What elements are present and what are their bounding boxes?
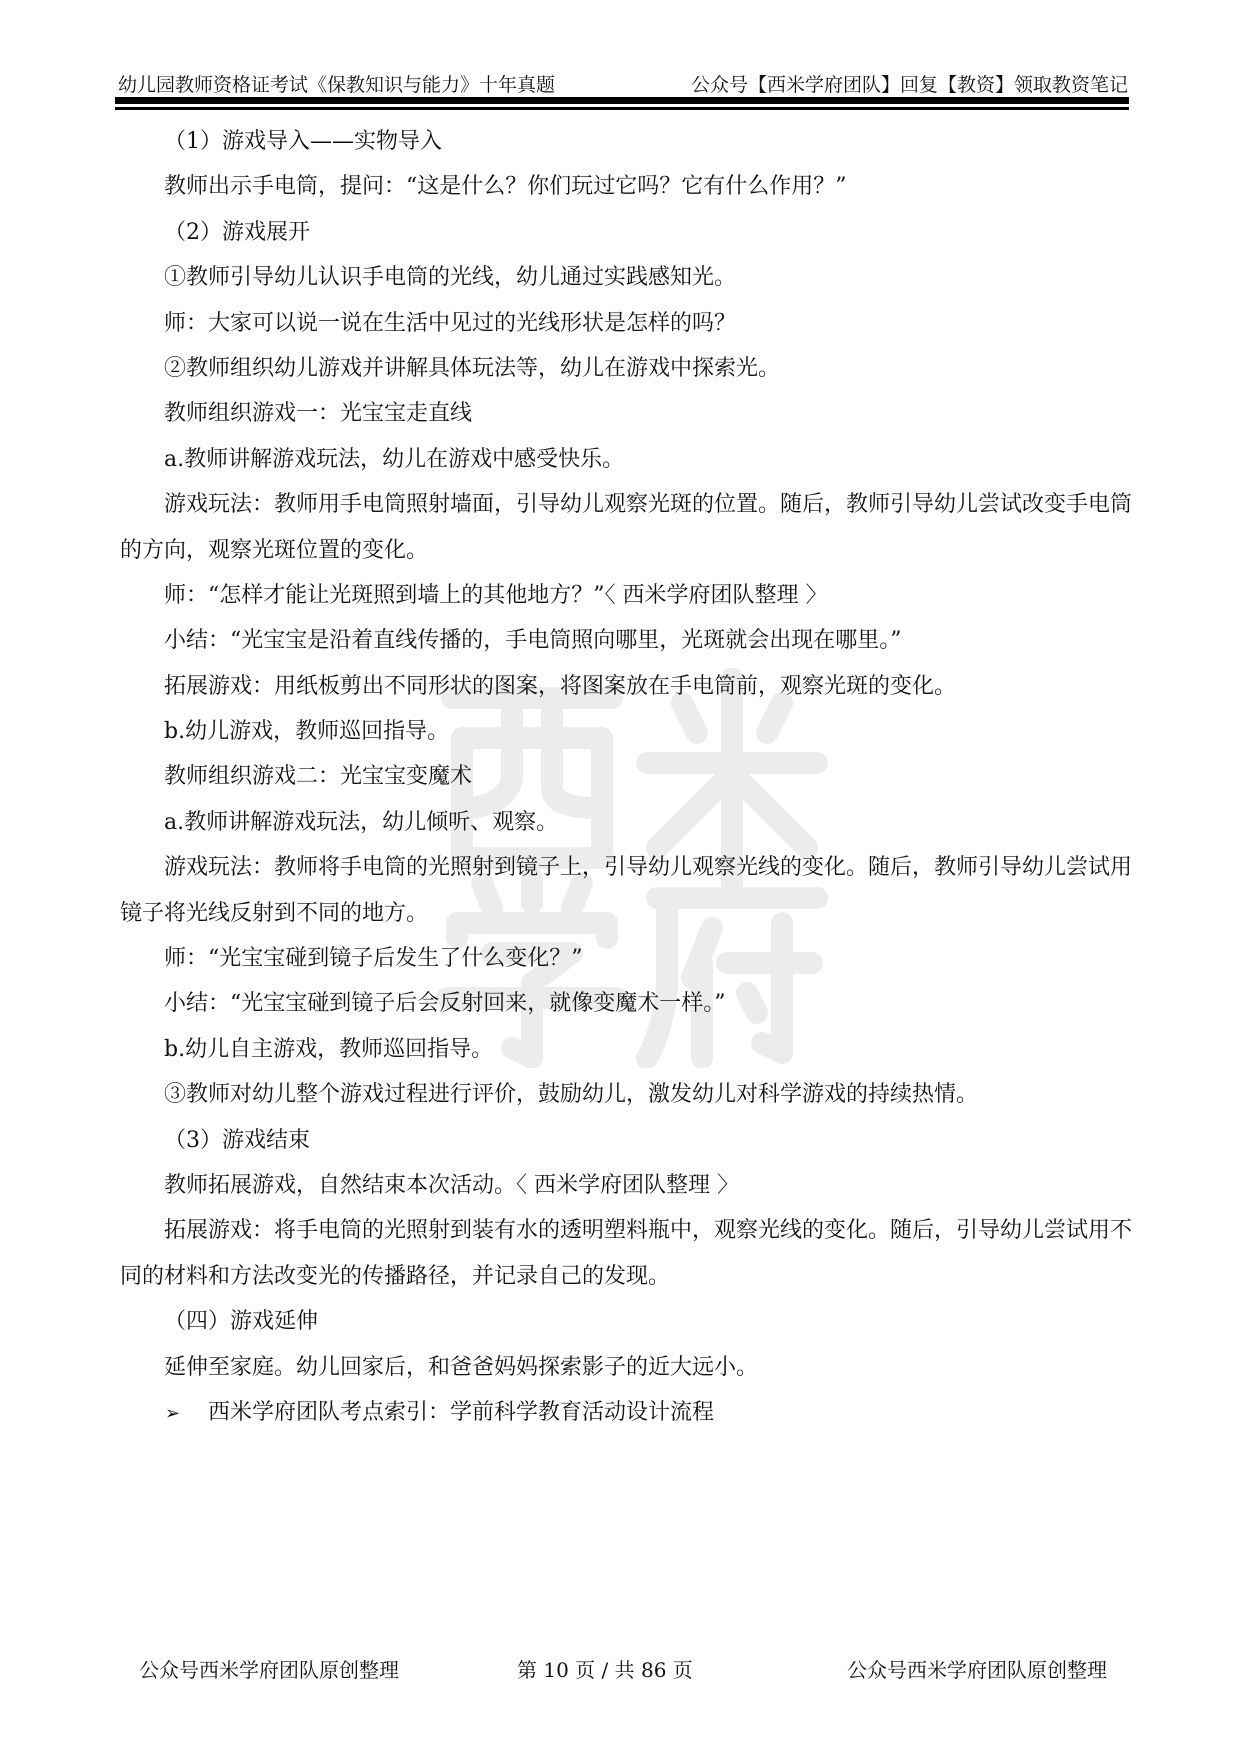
header-promo-text: 公众号【西米学府团队】回复【教资】领取教资笔记 — [690, 74, 1128, 96]
key-point-text: 西米学府团队考点索引：学前科学教育活动设计流程 — [208, 1399, 715, 1425]
paragraph: 师：大家可以说一说在生活中见过的光线形状是怎样的吗？ — [164, 310, 737, 336]
paragraph: 游戏玩法：教师将手电筒的光照射到镜子上，引导幼儿观察光线的变化。随后，教师引导幼儿尝试用 — [164, 855, 1133, 881]
paragraph-continuation: 镜子将光线反射到不同的地方。 — [120, 900, 429, 926]
paragraph-continuation: 的方向，观察光斑位置的变化。 — [120, 537, 429, 563]
header-rule-thin — [115, 107, 1129, 110]
paragraph: a.教师讲解游戏玩法，幼儿在游戏中感受快乐。 — [164, 446, 625, 472]
section-heading: （3）游戏结束 — [164, 1127, 310, 1153]
section-heading: （四）游戏延伸 — [164, 1309, 319, 1335]
paragraph: 小结：“光宝宝是沿着直线传播的，手电筒照向哪里，光斑就会出现在哪里。” — [164, 628, 902, 654]
paragraph: 小结：“光宝宝碰到镜子后会反射回来，就像变魔术一样。” — [164, 991, 726, 1017]
section-heading: （1）游戏导入——实物导入 — [164, 129, 442, 154]
paragraph: b.幼儿自主游戏，教师巡回指导。 — [164, 1036, 494, 1062]
paragraph: 教师出示手电筒，提问：“这是什么？你们玩过它吗？它有什么作用？” — [164, 174, 847, 200]
header-document-title: 幼儿园教师资格证考试《保教知识与能力》十年真题 — [118, 74, 556, 96]
key-point-index — [120, 1390, 1122, 1435]
paragraph: 教师组织游戏二：光宝宝变魔术 — [164, 764, 473, 790]
page-number: 第 10 页 / 共 86 页 — [517, 1658, 693, 1682]
arrowhead-bullet-icon: ➢ — [165, 1402, 181, 1424]
paragraph: 教师组织游戏一：光宝宝走直线 — [164, 401, 473, 427]
footer-right-text: 公众号西米学府团队原创整理 — [847, 1658, 1107, 1682]
paragraph: 师：“光宝宝碰到镜子后发生了什么变化？” — [164, 946, 583, 972]
footer-left-text: 公众号西米学府团队原创整理 — [139, 1658, 399, 1682]
paragraph: 游戏玩法：教师用手电筒照射墙面，引导幼儿观察光斑的位置。随后，教师引导幼儿尝试改变手电筒 — [164, 492, 1133, 518]
section-heading: （2）游戏展开 — [164, 219, 310, 245]
paragraph: 教师拓展游戏，自然结束本次活动。〈 西米学府团队整理 〉 — [164, 1172, 739, 1198]
paragraph: a.教师讲解游戏玩法，幼儿倾听、观察。 — [164, 809, 559, 835]
document-body — [120, 119, 1133, 1435]
paragraph: 拓展游戏：用纸板剪出不同形状的图案，将图案放在手电筒前，观察光斑的变化。 — [164, 673, 957, 699]
paragraph: 师：“怎样才能让光斑照到墙上的其他地方？”〈 西米学府团队整理 〉 — [164, 582, 828, 608]
paragraph: ②教师组织幼儿游戏并讲解具体玩法等，幼儿在游戏中探索光。 — [164, 355, 781, 381]
paragraph: 延伸至家庭。幼儿回家后，和爸爸妈妈探索影子的近大远小。 — [164, 1354, 759, 1380]
paragraph-continuation: 同的材料和方法改变光的传播路径，并记录自己的发现。 — [120, 1263, 671, 1289]
paragraph: ①教师引导幼儿认识手电筒的光线，幼儿通过实践感知光。 — [164, 265, 737, 291]
header-rule-thick — [115, 97, 1129, 104]
paragraph: ③教师对幼儿整个游戏过程进行评价，鼓励幼儿，激发幼儿对科学游戏的持续热情。 — [164, 1082, 979, 1108]
paragraph: 拓展游戏：将手电筒的光照射到装有水的透明塑料瓶中，观察光线的变化。随后，引导幼儿尝试用不 — [164, 1218, 1133, 1244]
paragraph: b.幼儿游戏，教师巡回指导。 — [164, 719, 450, 745]
